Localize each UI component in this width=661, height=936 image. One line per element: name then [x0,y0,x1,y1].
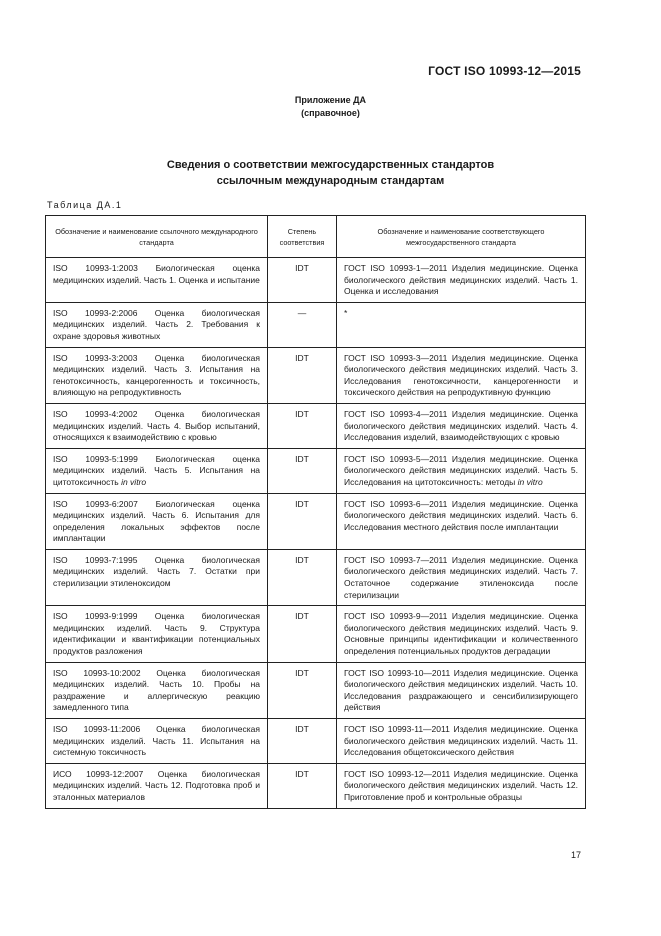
standards-table [45,215,586,809]
ref-standard-cell: ISO 10993-3:2003 Оценка биологическая медицинских изделий. Часть 3. Испытания на генотоксичность, канцерогенность и токсичность, влияющую на репродуктивность [46,347,268,403]
ref-standard-cell: ISO 10993-1:2003 Биологическая оценка медицинских изделий. Часть 1. Оценка и испытание [46,258,268,303]
degree-cell: — [268,302,337,347]
gost-standard-cell: ГОСТ ISO 10993-5—2011 Изделия медицинские. Оценка биологического действия медицинских изделий. Часть 5. Исследования на цитотоксичность: методы in vitro [337,448,586,493]
gost-standard-cell: ГОСТ ISO 10993-9—2011 Изделия медицинские. Оценка биологического действия медицинских изделий. Часть 9. Основные принципы идентификации и количественного определения потенциальных продуктов деградации [337,606,586,662]
ref-standard-cell: ISO 10993-5:1999 Биологическая оценка медицинских изделий. Часть 5. Испытания на цитотоксичность in vitro [46,448,268,493]
appendix-heading [0,94,661,120]
degree-cell: IDT [268,448,337,493]
ref-standard-cell: ISO 10993-6:2007 Биологическая оценка медицинских изделий. Часть 6. Испытания для определения локальных эффектов после имплантации [46,493,268,549]
table-header-row [46,216,586,258]
table-row [46,719,586,764]
gost-standard-cell: ГОСТ ISO 10993-10—2011 Изделия медицинские. Оценка биологического действия медицинских изделий. Часть 10. Исследования раздражающего и сенсибилизирующего действия [337,662,586,718]
degree-cell: IDT [268,549,337,605]
gost-standard-cell: ГОСТ ISO 10993-7—2011 Изделия медицинские. Оценка биологического действия медицинских изделий. Часть 7. Остаточное содержание этиленоксида после стерилизации [337,549,586,605]
appendix-subtitle: (справочное) [301,108,360,118]
ref-standard-cell: ISO 10993-11:2006 Оценка биологическая медицинских изделий. Часть 11. Испытания на системную токсичность [46,719,268,764]
gost-standard-cell: ГОСТ ISO 10993-4—2011 Изделия медицинские. Оценка биологического действия медицинских изделий. Часть 4. Исследования изделий, взаимодействующих с кровью [337,403,586,448]
gost-standard-cell: ГОСТ ISO 10993-12—2011 Изделия медицинские. Оценка биологического действия медицинских изделий. Часть 12. Приготовление проб и контрольные образцы [337,763,586,808]
table-row [46,448,586,493]
gost-standard-cell: ГОСТ ISO 10993-11—2011 Изделия медицинские. Оценка биологического действия медицинских изделий. Часть 11. Исследования общетоксического действия [337,719,586,764]
header-ref-standard: Обозначение и наименование ссылочного международного стандарта [46,216,268,258]
page-number: 17 [570,850,581,860]
table-row [46,763,586,808]
degree-cell: IDT [268,719,337,764]
degree-cell: IDT [268,662,337,718]
document-code: ГОСТ ISO 10993-12—2015 [428,64,581,78]
header-degree: Степень соответствия [268,216,337,258]
degree-cell: IDT [268,258,337,303]
table-row [46,493,586,549]
ref-standard-cell: ISO 10993-10:2002 Оценка биологическая медицинских изделий. Часть 10. Пробы на раздражение и аллергическую реакцию замедленного типа [46,662,268,718]
degree-cell: IDT [268,493,337,549]
gost-standard-cell: ГОСТ ISO 10993-1—2011 Изделия медицинские. Оценка биологического действия медицинских изделий. Часть 1. Оценка и исследования [337,258,586,303]
header-gost-standard: Обозначение и наименование соответствующего межгосударственного стандарта [337,216,586,258]
degree-cell: IDT [268,347,337,403]
table-row [46,606,586,662]
table-row [46,549,586,605]
gost-standard-cell: * [337,302,586,347]
appendix-title: Приложение ДА [294,95,367,105]
ref-standard-cell: ISO 10993-2:2006 Оценка биологическая медицинских изделий. Часть 2. Требования к охране здоровья животных [46,302,268,347]
ref-standard-cell: ИСО 10993-12:2007 Оценка биологическая медицинских изделий. Часть 12. Подготовка проб и эталонных материалов [46,763,268,808]
section-title-line-2: ссылочным международным стандартам [216,175,445,187]
table-row [46,403,586,448]
ref-standard-cell: ISO 10993-4:2002 Оценка биологическая медицинских изделий. Часть 4. Выбор испытаний, относящихся к взаимодействию с кровью [46,403,268,448]
degree-cell: IDT [268,763,337,808]
table-label: Таблица ДА.1 [47,200,123,210]
section-title [0,157,661,189]
section-title-line-1: Сведения о соответствии межгосударственных стандартов [166,159,495,171]
degree-cell: IDT [268,606,337,662]
gost-standard-cell: ГОСТ ISO 10993-6—2011 Изделия медицинские. Оценка биологического действия медицинских изделий. Часть 6. Исследования местного действия после имплантации [337,493,586,549]
table-row [46,347,586,403]
gost-standard-cell: ГОСТ ISO 10993-3—2011 Изделия медицинские. Оценка биологического действия медицинских изделий. Часть 3. Исследования генотоксичности, канцерогенности и токсического действия на репродуктивную функцию [337,347,586,403]
ref-standard-cell: ISO 10993-9:1999 Оценка биологическая медицинских изделий. Часть 9. Структура идентификации и квантификации потенциальных продуктов разложения [46,606,268,662]
table-row [46,662,586,718]
degree-cell: IDT [268,403,337,448]
table-row [46,258,586,303]
table-row [46,302,586,347]
ref-standard-cell: ISO 10993-7:1995 Оценка биологическая медицинских изделий. Часть 7. Остатки при стерилизации этиленоксидом [46,549,268,605]
